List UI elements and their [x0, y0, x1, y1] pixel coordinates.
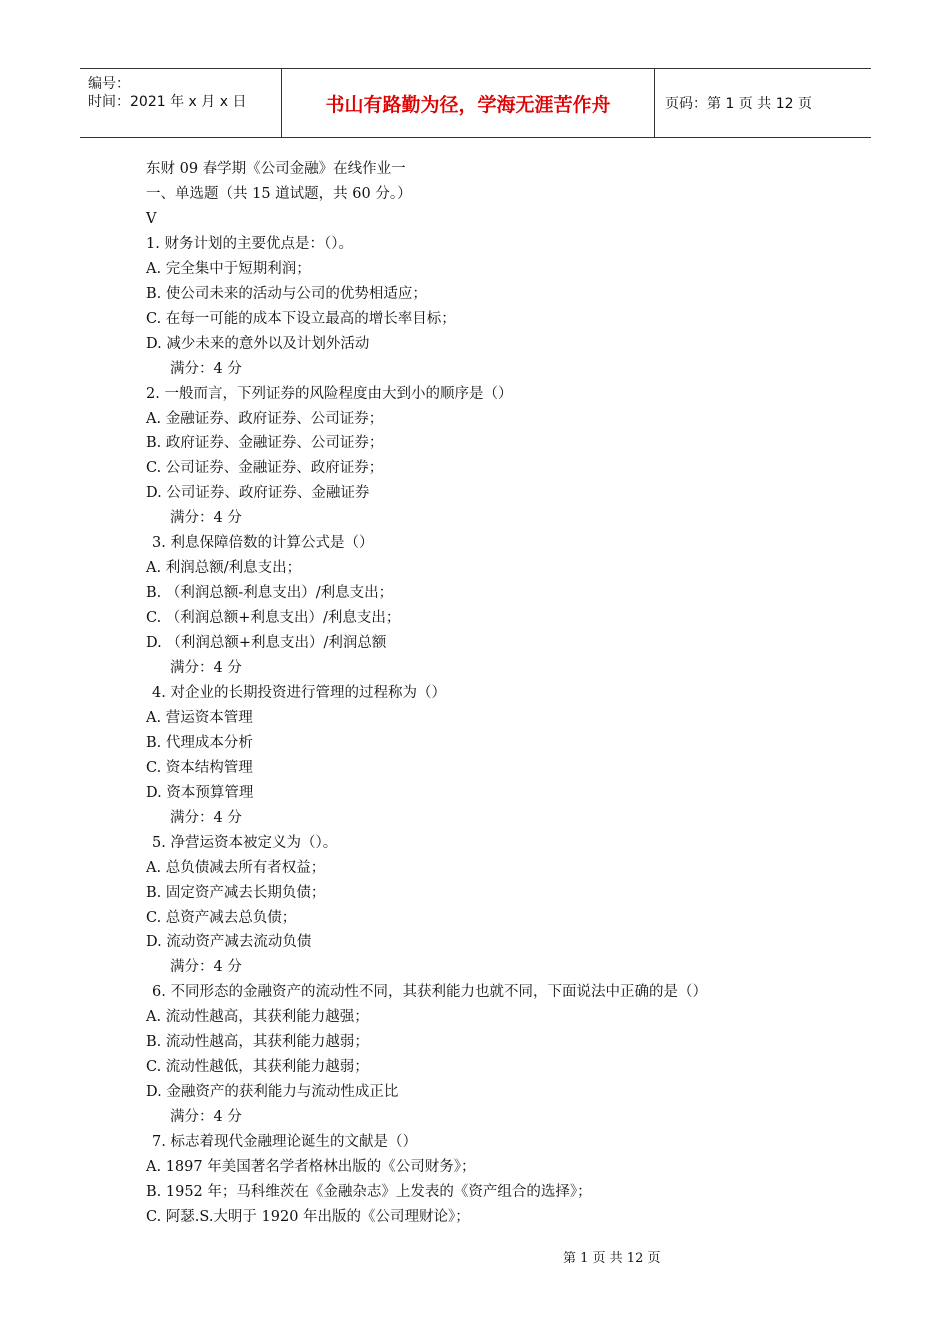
code-label: 编号： — [88, 76, 130, 92]
question-text: 6. 不同形态的金融资产的流动性不同，其获利能力也就不同，下面说法中正确的是（） — [152, 984, 707, 1000]
answer-option: D. 资本预算管理 — [146, 785, 254, 801]
answer-option: A. 完全集中于短期利润； — [146, 261, 311, 277]
answer-option: A. 总负债减去所有者权益； — [146, 860, 326, 876]
page-label: 页码：第 1 页 共 12 页 — [665, 96, 812, 112]
question-text: 1. 财务计划的主要优点是：（）。 — [146, 236, 353, 252]
answer-option: B. 固定资产减去长期负债； — [146, 885, 326, 901]
check-mark: V — [146, 211, 157, 227]
header-table — [80, 68, 871, 138]
answer-option: C. 资本结构管理 — [146, 760, 253, 776]
section-heading: 一、单选题（共 15 道试题，共 60 分。） — [146, 186, 412, 202]
score-text: 满分：4 分 — [170, 660, 242, 676]
question-text: 3. 利息保障倍数的计算公式是（） — [152, 535, 374, 551]
question-text: 7. 标志着现代金融理论诞生的文献是（） — [152, 1134, 417, 1150]
header-page-cell — [655, 69, 871, 137]
answer-option: A. 流动性越高，其获利能力越强； — [146, 1009, 369, 1025]
answer-option: D. 流动资产减去流动负债 — [146, 934, 312, 950]
answer-option: C. 流动性越低，其获利能力越弱； — [146, 1059, 369, 1075]
answer-option: C. 阿瑟.S.大明于 1920 年出版的《公司理财论》； — [146, 1209, 470, 1225]
answer-option: A. 1897 年美国著名学者格林出版的《公司财务》； — [146, 1159, 476, 1175]
answer-option: B. 1952 年；马科维茨在《金融杂志》上发表的《资产组合的选择》； — [146, 1184, 592, 1200]
header-meta-cell — [80, 69, 282, 137]
question-text: 2. 一般而言，下列证券的风险程度由大到小的顺序是（） — [146, 386, 513, 402]
answer-option: C. 总资产减去总负债； — [146, 910, 297, 926]
answer-option: A. 利润总额/利息支出； — [146, 560, 302, 576]
answer-option: C. 公司证券、金融证券、政府证券； — [146, 460, 384, 476]
answer-option: B. 流动性越高，其获利能力越弱； — [146, 1034, 369, 1050]
answer-option: B. （利润总额-利息支出）/利息支出； — [146, 585, 394, 601]
motto-text: 书山有路勤为径，学海无涯苦作舟 — [325, 93, 611, 116]
answer-option: B. 代理成本分析 — [146, 735, 253, 751]
page-footer: 第 1 页 共 12 页 — [563, 1251, 661, 1266]
score-text: 满分：4 分 — [170, 810, 242, 826]
answer-option: A. 营运资本管理 — [146, 710, 253, 726]
question-text: 5. 净营运资本被定义为（）。 — [152, 835, 338, 851]
question-text: 4. 对企业的长期投资进行管理的过程称为（） — [152, 685, 446, 701]
score-text: 满分：4 分 — [170, 361, 242, 377]
answer-option: D. 减少未来的意外以及计划外活动 — [146, 336, 370, 352]
answer-option: C. 在每一可能的成本下设立最高的增长率目标； — [146, 311, 456, 327]
score-text: 满分：4 分 — [170, 959, 242, 975]
answer-option: B. 使公司未来的活动与公司的优势相适应； — [146, 286, 427, 302]
answer-option: A. 金融证券、政府证券、公司证券； — [146, 411, 384, 427]
doc-title: 东财 09 春学期《公司金融》在线作业一 — [146, 161, 406, 177]
answer-option: B. 政府证券、金融证券、公司证券； — [146, 435, 384, 451]
answer-option: C. （利润总额+利息支出）/利息支出； — [146, 610, 401, 626]
answer-option: D. 公司证券、政府证券、金融证券 — [146, 485, 370, 501]
score-text: 满分：4 分 — [170, 1109, 242, 1125]
answer-option: D. 金融资产的获利能力与流动性成正比 — [146, 1084, 399, 1100]
answer-option: D. （利润总额+利息支出）/利润总额 — [146, 635, 387, 651]
score-text: 满分：4 分 — [170, 510, 242, 526]
header-motto-cell — [282, 69, 655, 137]
time-label: 时间：2021 年 x 月 x 日 — [88, 94, 247, 110]
